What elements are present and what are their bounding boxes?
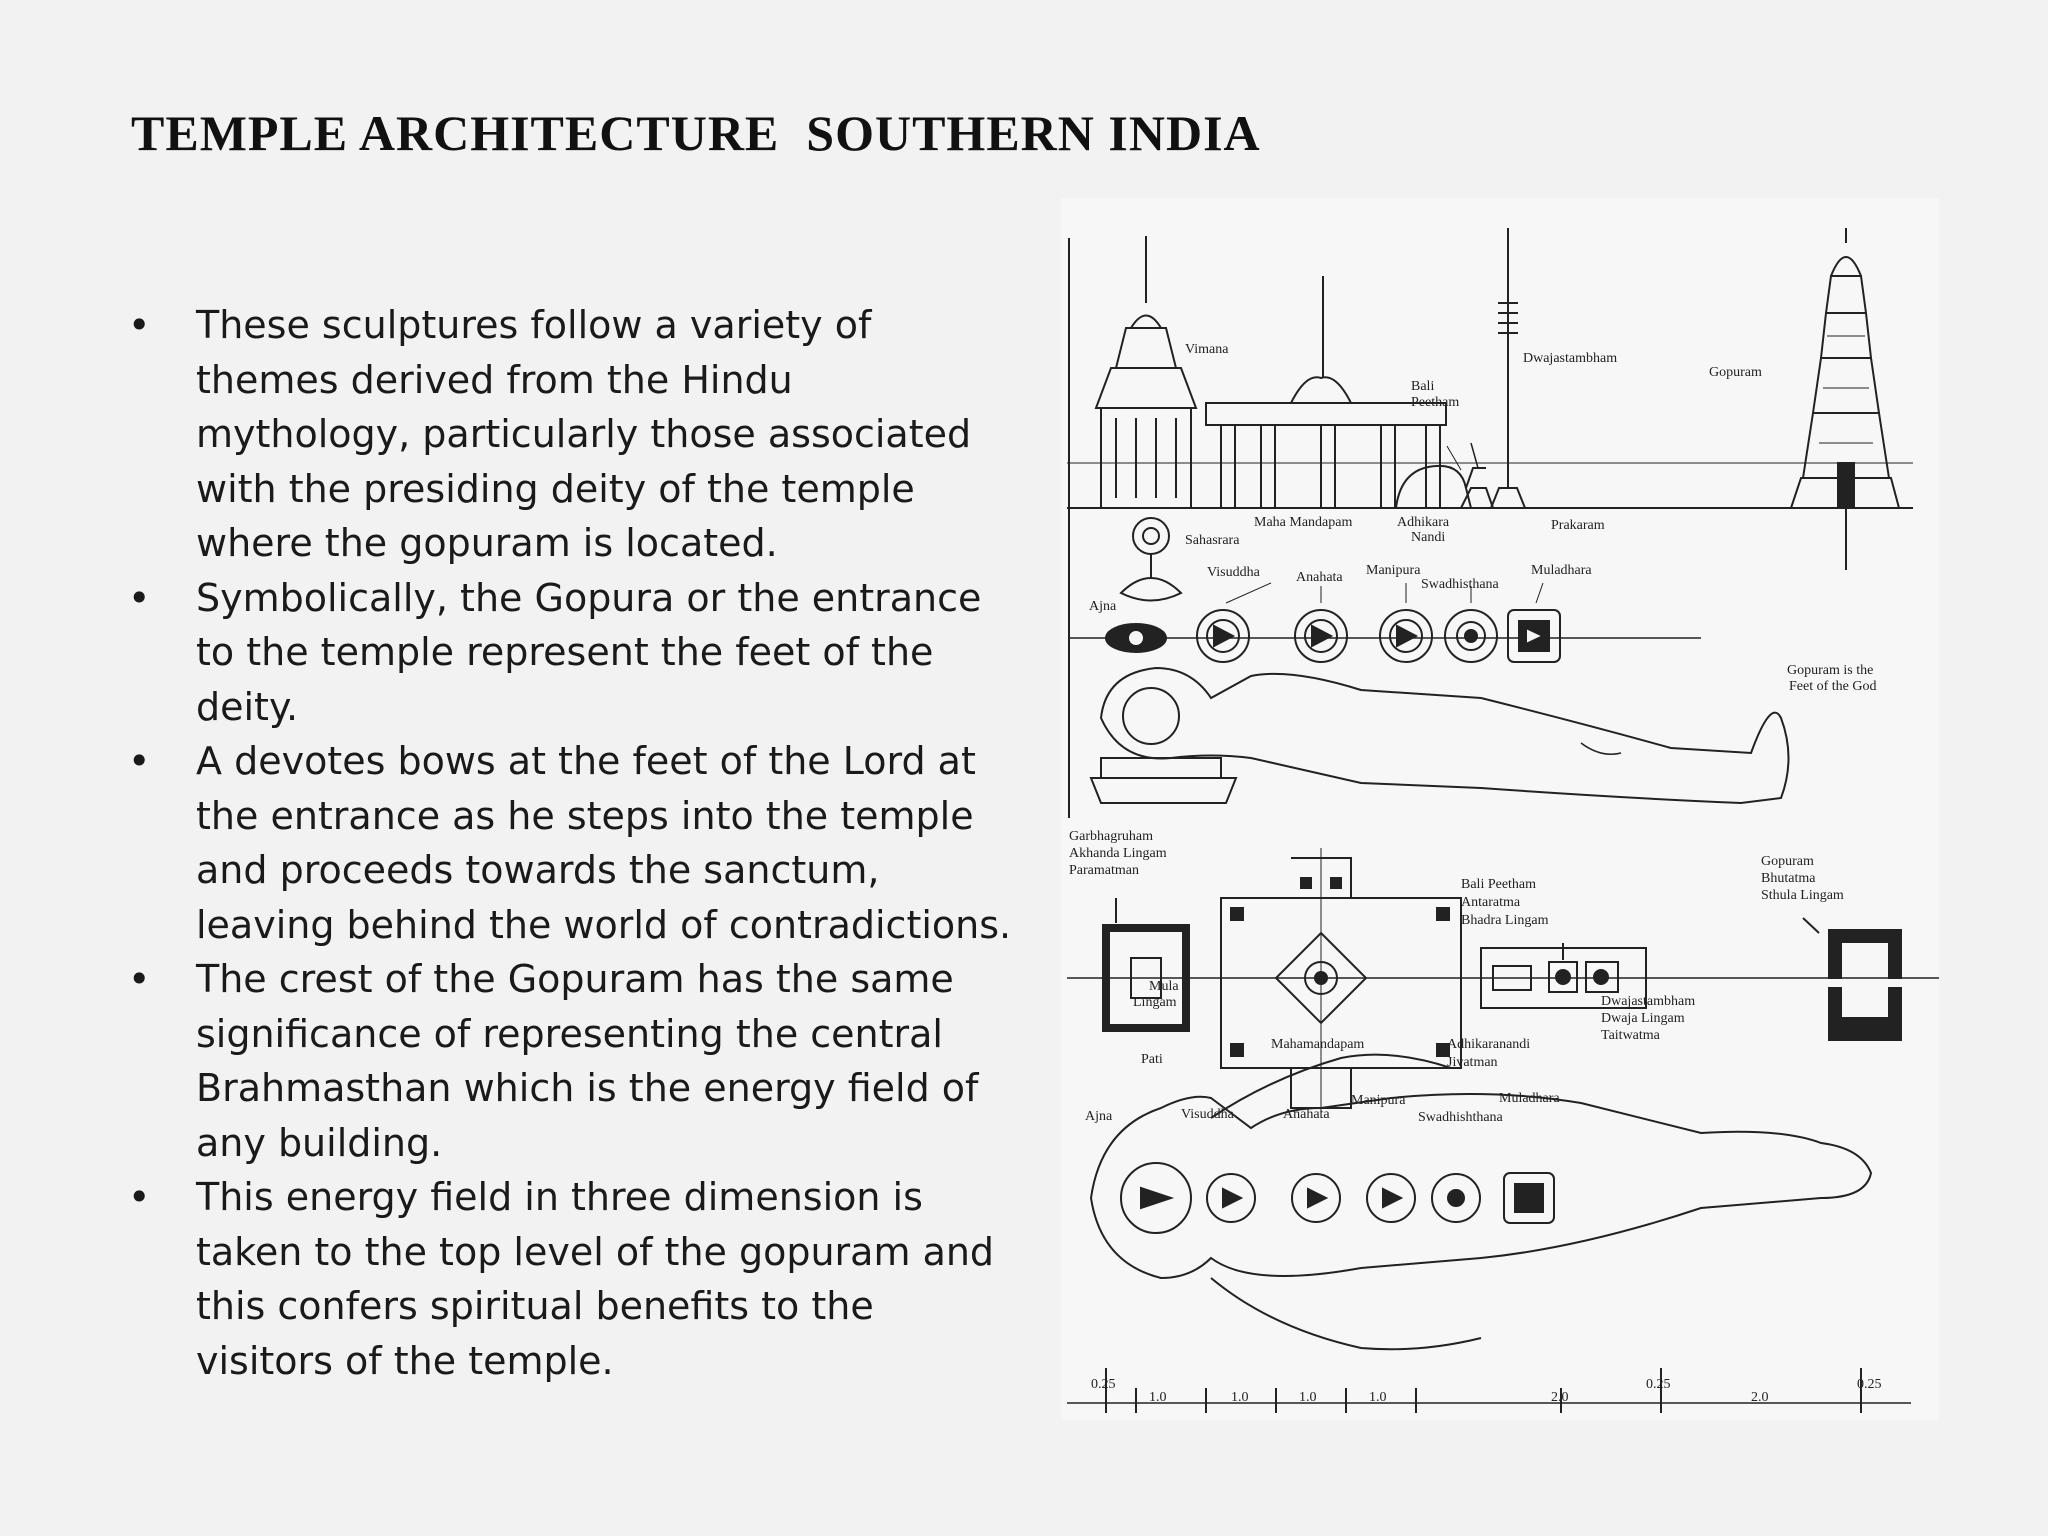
label-bali-2: Peetham	[1411, 395, 1460, 410]
bullet-glyph: •	[128, 739, 151, 783]
reclining-figure-plan	[1091, 1055, 1871, 1350]
label-pati: Pati	[1141, 1052, 1163, 1067]
muladhara-chakra	[1508, 610, 1560, 662]
bullet-item	[124, 298, 1014, 571]
temple-diagram	[1061, 198, 1939, 1420]
scale-label-group	[1091, 1377, 1882, 1405]
bullet-text: These sculptures follow a variety of themes derived from the Hindu mythology, particularly those associated with the presiding deity of the temple where the gopuram is located.	[196, 303, 972, 565]
swadhisthana-chakra	[1445, 610, 1497, 662]
label-gopuram-feet-2: Feet of the God	[1789, 679, 1877, 694]
bullet-item	[124, 1170, 1014, 1388]
sahasrara-chakra	[1121, 518, 1181, 601]
bullet-glyph: •	[128, 575, 151, 620]
nandi-drawing	[1396, 443, 1493, 508]
scale-bar	[1067, 1368, 1911, 1413]
manipura-chakra	[1380, 610, 1432, 662]
bullet-text: This energy field in three dimension is taken to the top level of the gopuram and this confers spiritual benefits to the visitors of the temple.	[196, 1175, 995, 1383]
label-adhikaranandi-1: Adhikaranandi	[1447, 1037, 1531, 1052]
label-dwajastambham-plan-3: Taitwatma	[1601, 1028, 1660, 1043]
label-bali-1: Bali	[1411, 379, 1435, 394]
label-muladhara-plan: Muladhara	[1499, 1091, 1560, 1106]
label-gopuram-plan-3: Sthula Lingam	[1761, 888, 1844, 903]
scale-label: 0.25	[1091, 1377, 1116, 1392]
label-anahata-plan: Anahata	[1283, 1107, 1330, 1122]
anahata-chakra	[1295, 610, 1347, 662]
label-dwajastambham-plan-1: Dwajastambham	[1601, 994, 1696, 1009]
bullet-item	[124, 952, 1014, 1170]
label-vimana: Vimana	[1185, 342, 1229, 357]
reclining-figure-side	[1091, 668, 1789, 803]
slide-title: TEMPLE ARCHITECTURE SOUTHERN INDIA	[131, 105, 1261, 161]
bullet-list	[124, 298, 1014, 1388]
bullet-glyph: •	[128, 303, 151, 347]
scale-label: 2.0	[1751, 1390, 1769, 1405]
bullet-glyph: •	[128, 957, 151, 1001]
label-manipura: Manipura	[1366, 563, 1421, 578]
gopuram-drawing	[1791, 228, 1899, 570]
scale-label: 0.25	[1857, 1377, 1882, 1392]
scale-label: 1.0	[1231, 1390, 1249, 1405]
mahamandapam-plan	[1221, 858, 1461, 1108]
label-adhikara-1: Adhikara	[1397, 515, 1450, 530]
ajna-chakra	[1106, 624, 1166, 652]
label-ajna: Ajna	[1089, 599, 1117, 614]
label-visuddha: Visuddha	[1207, 565, 1260, 580]
vimana-drawing	[1096, 236, 1196, 508]
label-bali-peetham-3: Bhadra Lingam	[1461, 913, 1549, 928]
label-gopuram-plan-1: Gopuram	[1761, 854, 1814, 869]
label-mahamandapam: Mahamandapam	[1271, 1037, 1365, 1052]
scale-label: 1.0	[1149, 1390, 1167, 1405]
label-garbhagruham-2: Akhanda Lingam	[1069, 846, 1167, 861]
label-ajna-plan: Ajna	[1085, 1109, 1113, 1124]
scale-label: 0.25	[1646, 1377, 1671, 1392]
label-garbhagruham-3: Paramatman	[1069, 863, 1139, 878]
visuddha-chakra	[1197, 610, 1249, 662]
label-adhikaranandi-2: Jivatman	[1447, 1055, 1498, 1070]
bullet-text: A devotes bows at the feet of the Lord at the entrance as he steps into the temple and proceeds towards the sanctum, leaving behind the world of contradictions.	[196, 739, 1012, 947]
label-swadhishthana-plan: Swadhishthana	[1418, 1110, 1503, 1125]
mandapam-drawing	[1206, 276, 1446, 508]
scale-label: 2.0	[1551, 1390, 1569, 1405]
label-prakaram: Prakaram	[1551, 518, 1605, 533]
label-garbhagruham-1: Garbhagruham	[1069, 829, 1153, 844]
label-gopuram: Gopuram	[1709, 365, 1762, 380]
label-gopuram-plan-2: Bhutatma	[1761, 871, 1816, 886]
label-sahasrara: Sahasrara	[1185, 533, 1240, 548]
label-visuddha-plan: Visuddha	[1181, 1107, 1234, 1122]
bullet-text: Symbolically, the Gopura or the entrance to the temple represent the feet of the deity.	[196, 575, 982, 729]
bullet-item	[124, 571, 1014, 735]
label-gopuram-feet-1: Gopuram is the	[1787, 663, 1874, 678]
label-lingam: Lingam	[1133, 995, 1177, 1010]
label-muladhara: Muladhara	[1531, 563, 1592, 578]
label-maha-mandapam: Maha Mandapam	[1254, 515, 1353, 530]
label-mula: Mula	[1149, 979, 1179, 994]
label-anahata: Anahata	[1296, 570, 1343, 585]
temple-diagram-figure	[1061, 198, 1939, 1420]
label-dwajastambham: Dwajastambham	[1523, 351, 1618, 366]
dwajastambham-drawing	[1491, 228, 1525, 508]
scale-label: 1.0	[1299, 1390, 1317, 1405]
bullet-text: The crest of the Gopuram has the same significance of representing the central Brahmasthan which is the energy field of any building.	[196, 957, 979, 1165]
label-bali-peetham-2: Antaratma	[1461, 895, 1521, 910]
gopuram-plan	[1803, 918, 1901, 1040]
label-bali-peetham-1: Bali Peetham	[1461, 877, 1537, 892]
bullet-item	[124, 734, 1014, 952]
label-dwajastambham-plan-2: Dwaja Lingam	[1601, 1011, 1685, 1026]
label-manipura-plan: Manipura	[1351, 1093, 1406, 1108]
scale-label: 1.0	[1369, 1390, 1387, 1405]
bullet-glyph: •	[128, 1175, 151, 1219]
label-swadhisthana: Swadhisthana	[1421, 577, 1499, 592]
label-adhikara-2: Nandi	[1411, 530, 1446, 545]
